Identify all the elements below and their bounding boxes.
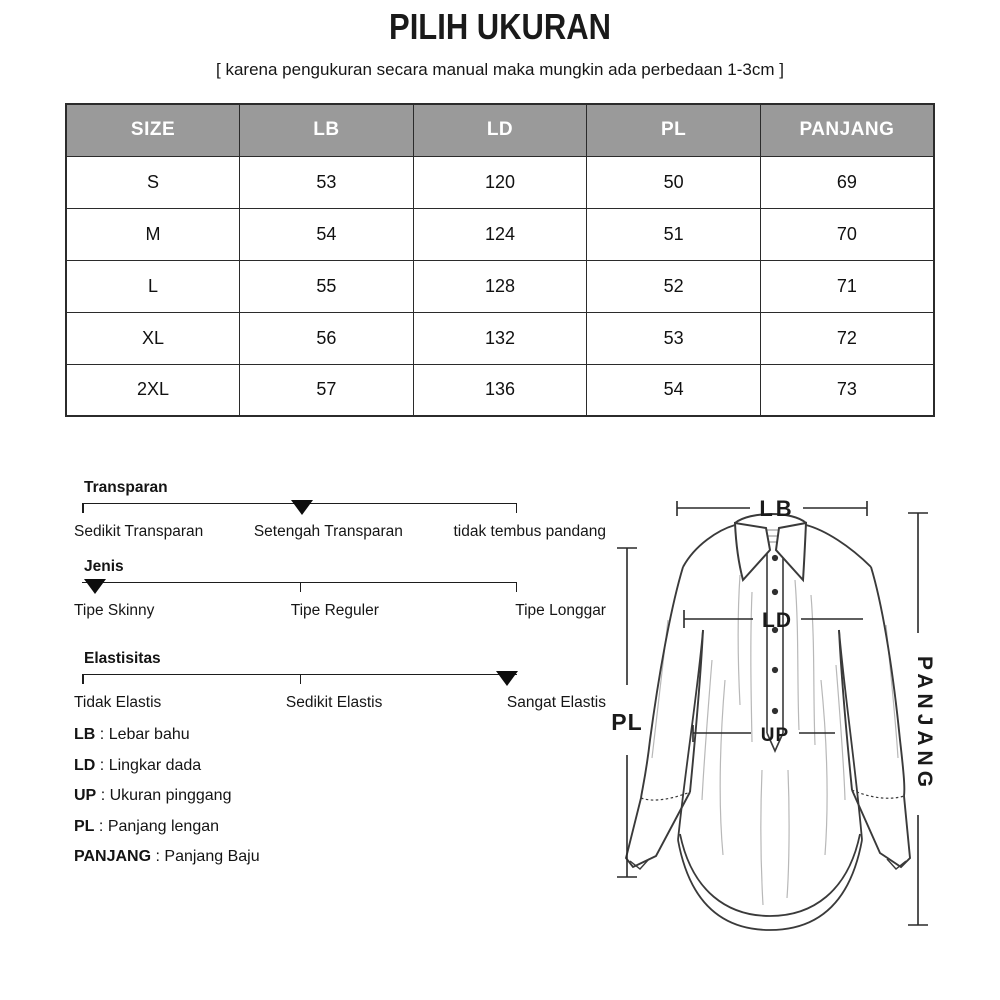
scale-elastisitas-options [74, 694, 606, 712]
legend-abbr: LD [74, 756, 96, 774]
page-title [0, 6, 1000, 48]
shirt-diagram [590, 480, 1000, 1000]
size-table [65, 103, 935, 417]
scale-jenis [74, 558, 614, 620]
size-table-header-row [66, 104, 934, 156]
legend-item-panjang [74, 848, 260, 866]
scale-jenis-options [74, 602, 606, 620]
legend-separator: : [98, 817, 104, 835]
scale-tick [82, 504, 84, 513]
marker-triangle-icon [84, 579, 106, 594]
cell-pl: 51 [587, 208, 761, 260]
cell-size: 2XL [66, 364, 240, 416]
marker-triangle-icon [496, 671, 518, 686]
cell-lb: 57 [240, 364, 414, 416]
cell-panjang: 73 [760, 364, 934, 416]
legend-separator: : [155, 848, 160, 865]
scale-transparan [74, 479, 614, 541]
cell-size: XL [66, 312, 240, 364]
col-header-lb: LB [240, 104, 414, 156]
legend-item-ld [74, 757, 260, 775]
cell-lb: 55 [240, 260, 414, 312]
scale-option: Sedikit Transparan [74, 523, 204, 540]
scale-option: Tipe Longgar [515, 602, 606, 619]
legend-meaning: Lingkar dada [108, 756, 202, 774]
cell-panjang: 70 [760, 208, 934, 260]
legend-separator: : [99, 756, 105, 774]
table-row [66, 312, 934, 364]
cell-size: L [66, 260, 240, 312]
cell-panjang: 71 [760, 260, 934, 312]
shirt-body-outline [678, 630, 862, 930]
cell-pl: 53 [587, 312, 761, 364]
cell-lb: 53 [240, 156, 414, 208]
cell-ld: 136 [413, 364, 587, 416]
scale-transparan-label: Transparan [84, 479, 168, 496]
page-subtitle: [ karena pengukuran secara manual maka mungkin ada perbedaan 1-3cm ] [216, 60, 784, 79]
scale-elastisitas-line [82, 674, 517, 687]
scale-option: Sedikit Elastis [285, 694, 383, 711]
page-title-text: PILIH UKURAN [389, 6, 611, 47]
measurement-legend [74, 726, 260, 879]
scale-option: Tidak Elastis [74, 694, 162, 711]
cell-pl: 54 [587, 364, 761, 416]
scale-tick [300, 583, 302, 592]
legend-abbr: PL [74, 817, 95, 835]
legend-abbr: PANJANG [74, 848, 152, 865]
cell-lb: 54 [240, 208, 414, 260]
cell-pl: 52 [587, 260, 761, 312]
scale-transparan-line [82, 503, 517, 516]
legend-abbr: UP [74, 787, 97, 804]
cell-panjang: 72 [760, 312, 934, 364]
col-header-pl: PL [587, 104, 761, 156]
scale-option: Setengah Transparan [253, 523, 403, 540]
pl-label: PL [611, 709, 643, 735]
legend-separator: : [99, 726, 105, 743]
scale-option: tidak tembus pandang [453, 523, 606, 540]
legend-meaning: Ukuran pinggang [109, 787, 232, 804]
scale-option: Tipe Reguler [290, 602, 379, 619]
legend-item-pl [74, 818, 260, 836]
legend-meaning: Panjang lengan [107, 817, 220, 835]
scale-tick [82, 675, 84, 684]
table-row [66, 364, 934, 416]
scale-jenis-line [82, 582, 517, 595]
legend-item-up [74, 787, 260, 805]
scale-option: Tipe Skinny [74, 602, 155, 619]
shirt-sketch [590, 480, 1000, 1000]
up-label: UP [760, 725, 790, 746]
col-header-panjang: PANJANG [760, 104, 934, 156]
legend-meaning: Lebar bahu [108, 726, 190, 743]
ld-label: LD [762, 609, 792, 632]
cell-lb: 56 [240, 312, 414, 364]
legend-separator: : [100, 787, 106, 804]
lb-label: LB [759, 496, 795, 521]
scale-tick [516, 504, 518, 513]
col-header-size: SIZE [66, 104, 240, 156]
legend-meaning: Panjang Baju [164, 848, 260, 865]
table-row [66, 208, 934, 260]
scale-tick [516, 583, 518, 592]
table-row [66, 156, 934, 208]
scale-transparan-options [74, 523, 606, 541]
cell-ld: 128 [413, 260, 587, 312]
cell-pl: 50 [587, 156, 761, 208]
scale-elastisitas [74, 650, 614, 712]
scale-jenis-label: Jenis [84, 558, 124, 575]
scale-elastisitas-label: Elastisitas [84, 650, 161, 667]
scale-option: Sangat Elastis [506, 694, 606, 711]
cell-panjang: 69 [760, 156, 934, 208]
cell-size: S [66, 156, 240, 208]
collar [735, 514, 806, 580]
sleeves [626, 525, 910, 869]
table-row [66, 260, 934, 312]
cell-size: M [66, 208, 240, 260]
legend-abbr: LB [74, 726, 96, 743]
cell-ld: 120 [413, 156, 587, 208]
measure-lines [617, 501, 928, 925]
legend-item-lb [74, 726, 260, 744]
col-header-ld: LD [413, 104, 587, 156]
marker-triangle-icon [291, 500, 313, 515]
scale-tick [300, 675, 302, 684]
cell-ld: 132 [413, 312, 587, 364]
panjang-label: PANJANG [913, 655, 936, 793]
cell-ld: 124 [413, 208, 587, 260]
button-placket [767, 542, 783, 751]
